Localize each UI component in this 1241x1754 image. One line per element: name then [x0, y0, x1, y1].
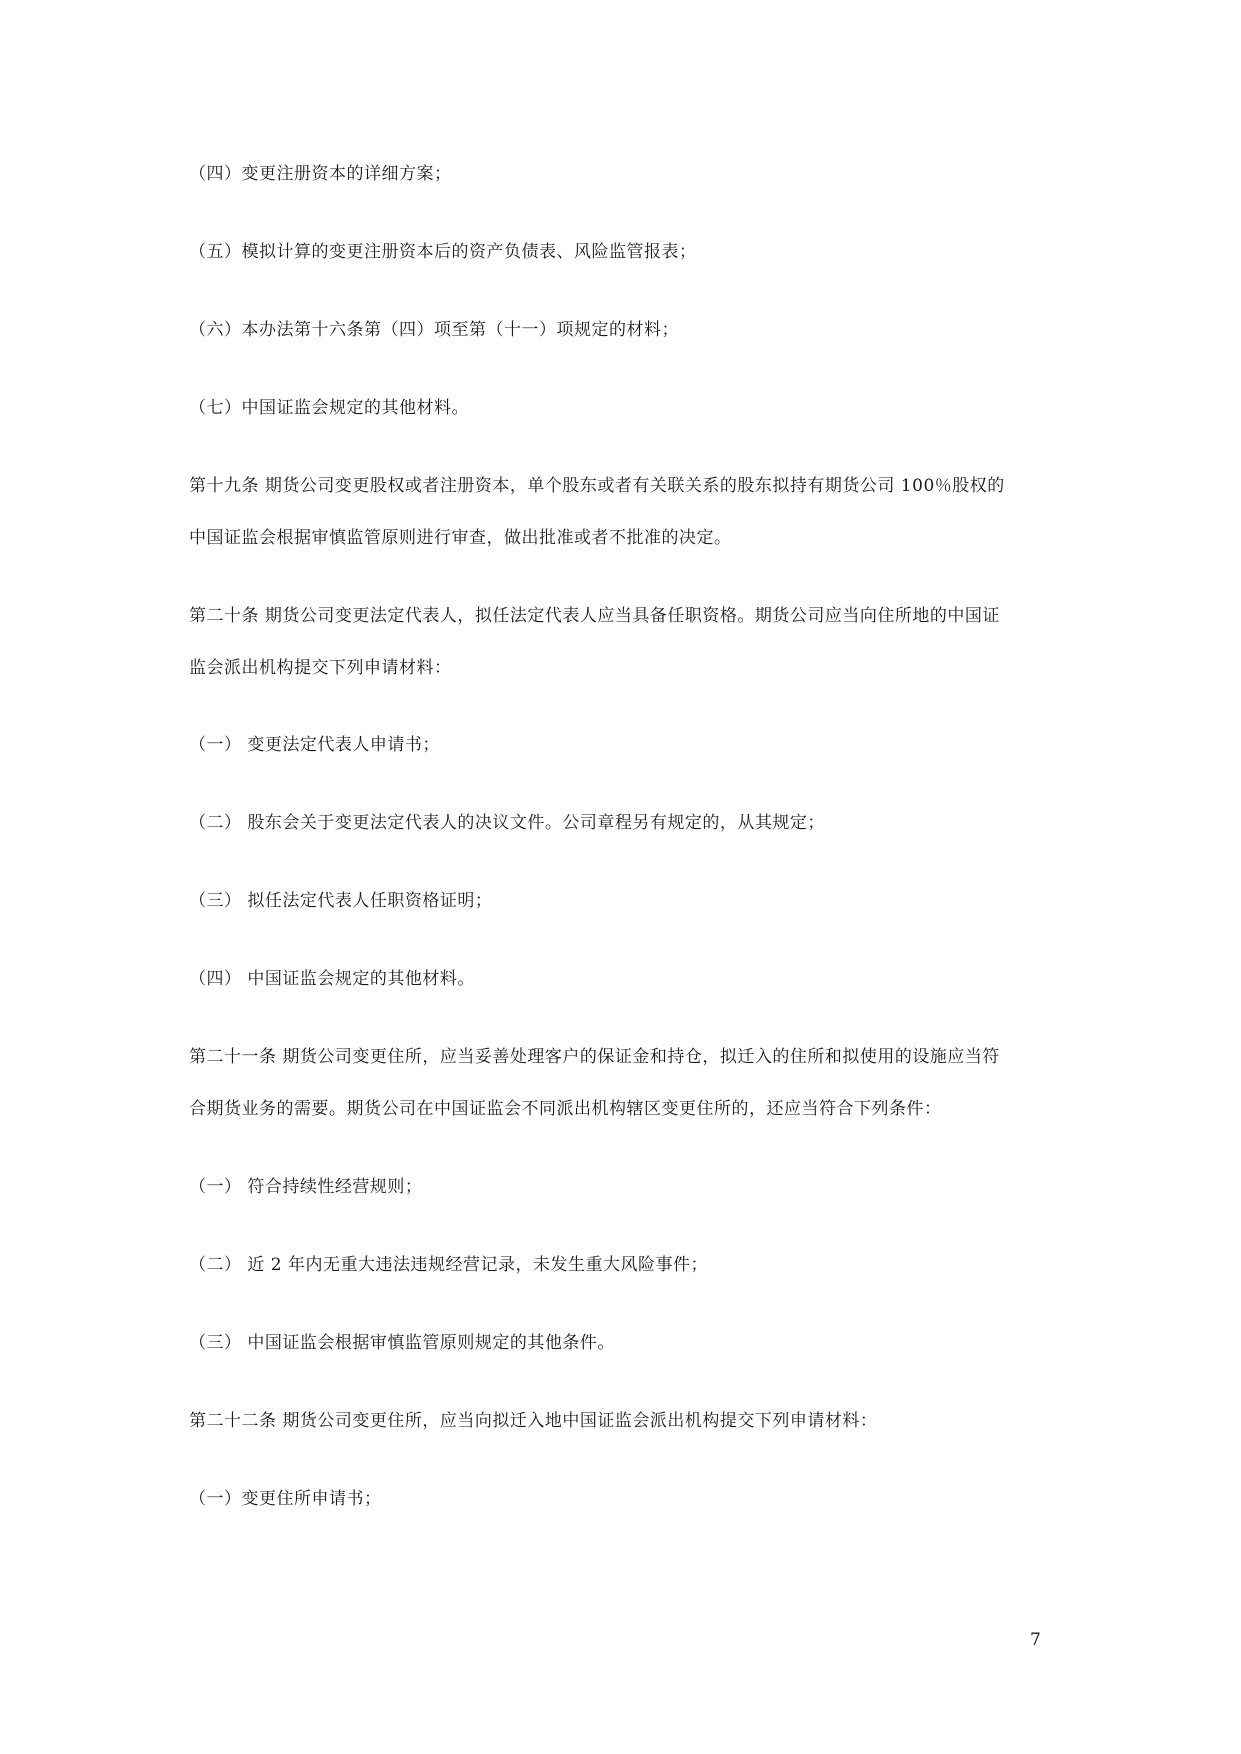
- text-line: 中国证监会根据审慎监管原则进行审查，做出批准或者不批准的决定。: [189, 528, 732, 548]
- text-line: 第二十二条 期货公司变更住所，应当向拟迁入地中国证监会派出机构提交下列申请材料：: [189, 1411, 878, 1431]
- text-line: （七）中国证监会规定的其他材料。: [189, 398, 469, 418]
- text-line: （四）变更注册资本的详细方案；: [189, 164, 452, 184]
- text-line: 监会派出机构提交下列申请材料：: [189, 658, 452, 678]
- text-line: 第二十一条 期货公司变更住所，应当妥善处理客户的保证金和持仓，拟迁入的住所和拟使用的设施应当符: [189, 1047, 1000, 1067]
- text-line: （一） 变更法定代表人申请书；: [189, 735, 440, 755]
- text-line: 合期货业务的需要。期货公司在中国证监会不同派出机构辖区变更住所的，还应当符合下列条件：: [189, 1099, 942, 1119]
- text-line: （一） 符合持续性经营规则；: [189, 1177, 423, 1197]
- text-line: （五）模拟计算的变更注册资本后的资产负债表、风险监管报表；: [189, 242, 697, 262]
- page-number: 7: [1030, 1630, 1041, 1650]
- text-line: （三） 拟任法定代表人任职资格证明；: [189, 891, 493, 911]
- text-line: （二） 近 2 年内无重大违法违规经营记录，未发生重大风险事件；: [189, 1255, 709, 1275]
- text-line: （三） 中国证监会根据审慎监管原则规定的其他条件。: [189, 1333, 615, 1353]
- text-line: 第二十条 期货公司变更法定代表人，拟任法定代表人应当具备任职资格。期货公司应当向住所地的中国证: [189, 606, 1000, 626]
- text-line: （六）本办法第十六条第（四）项至第（十一）项规定的材料；: [189, 320, 679, 340]
- text-line: （四） 中国证监会规定的其他材料。: [189, 969, 475, 989]
- text-line: （一）变更住所申请书；: [189, 1489, 382, 1509]
- text-line: 第十九条 期货公司变更股权或者注册资本，单个股东或者有关联关系的股东拟持有期货公司 100％股权的: [189, 476, 1005, 496]
- text-line: （二） 股东会关于变更法定代表人的决议文件。公司章程另有规定的，从其规定；: [189, 813, 825, 833]
